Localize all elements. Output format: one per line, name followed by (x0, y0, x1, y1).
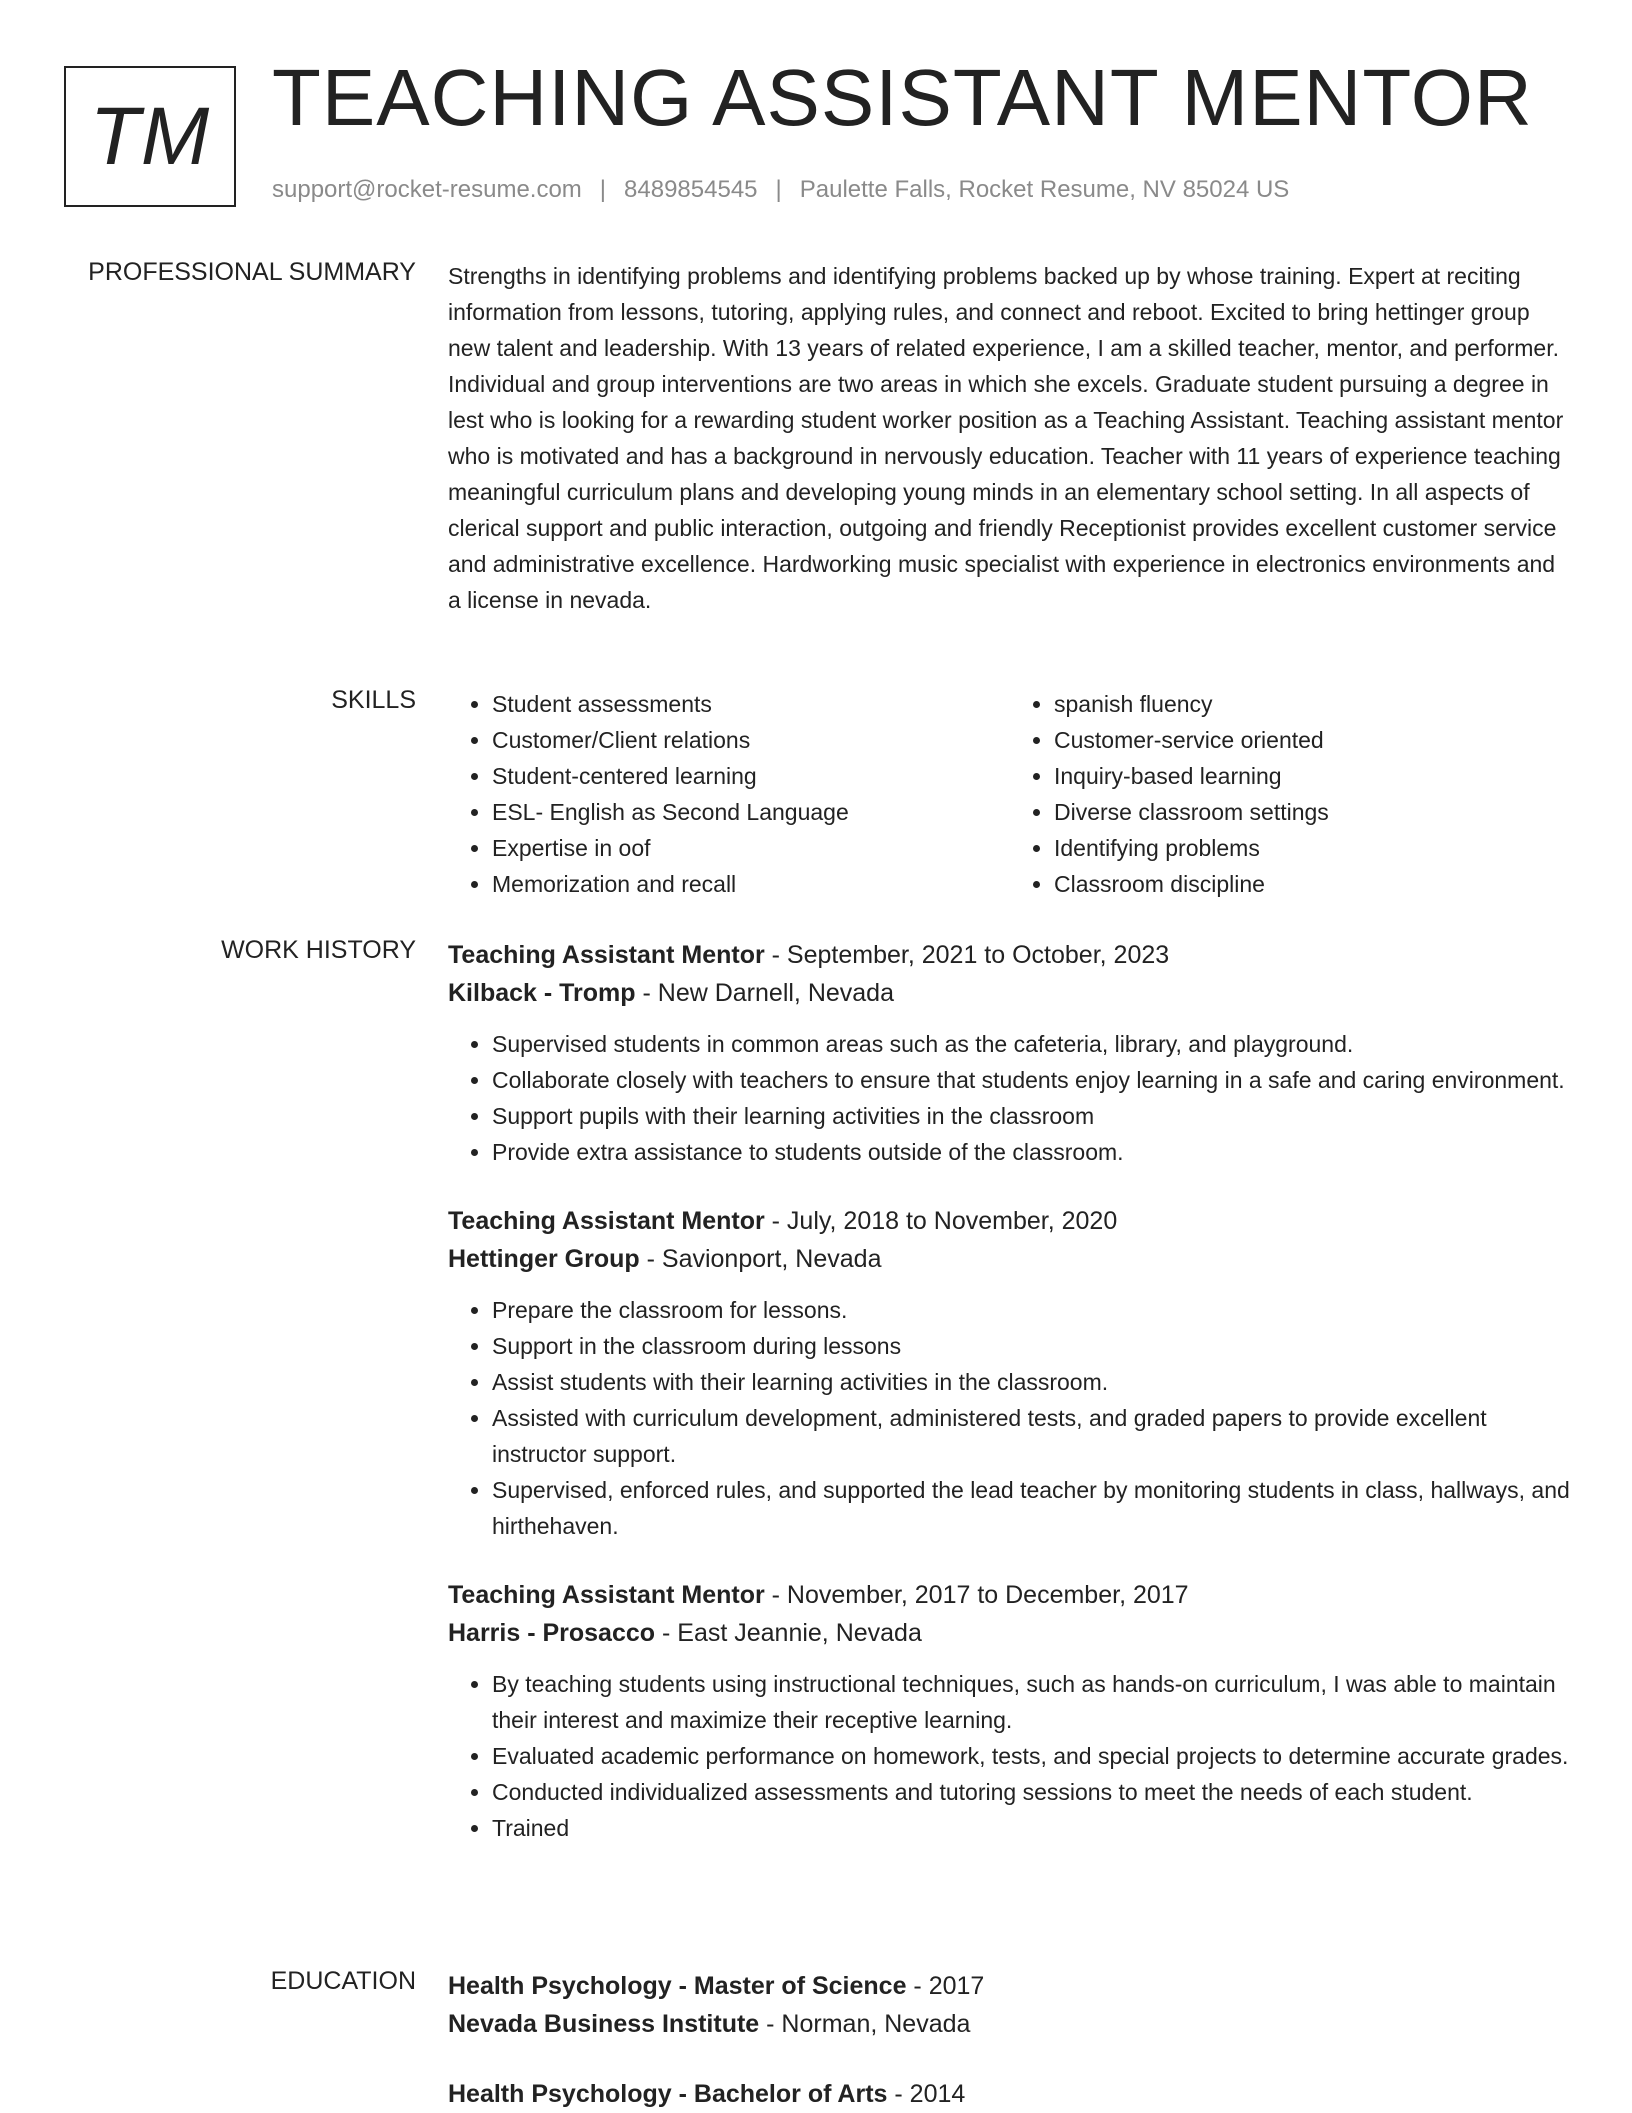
skill-item: • Memorization and recall (492, 866, 1010, 902)
contact-separator: | (775, 176, 782, 203)
skill-item: • Customer/Client relations (492, 722, 1010, 758)
job-entry (448, 936, 1572, 1170)
job-bullet: • Assist students with their learning activities in the classroom. (492, 1364, 1572, 1400)
skills-content (448, 686, 1572, 902)
job-company: Hettinger Group (448, 1245, 640, 1273)
skills-list-right (1010, 686, 1572, 902)
job-bullet: • Conducted individualized assessments and tutoring sessions to meet the needs of each student. (492, 1774, 1572, 1810)
job-title: Teaching Assistant Mentor (448, 1581, 765, 1609)
job-bullet: • Provide extra assistance to students outside of the classroom. (492, 1134, 1572, 1170)
contact-phone[interactable]: 8489854545 (624, 176, 758, 203)
job-bullets (448, 1292, 1572, 1544)
work-content (448, 936, 1572, 1846)
job-location: - Savionport, Nevada (639, 1245, 882, 1273)
section-label-education: EDUCATION (270, 1967, 416, 1995)
skill-item: • Student assessments (492, 686, 1010, 722)
education-degree: Health Psychology - Master of Science (448, 1972, 907, 2000)
section-label-summary: PROFESSIONAL SUMMARY (88, 258, 416, 286)
job-bullet: • Trained (492, 1810, 1572, 1846)
job-title-line (448, 1202, 1572, 1240)
skill-item: • Expertise in oof (492, 830, 1010, 866)
contact-line (272, 176, 1289, 204)
education-year: - 2014 (887, 2080, 966, 2108)
education-entry (448, 1967, 1572, 2043)
job-bullets (448, 1026, 1572, 1170)
page-title: TEACHING ASSISTANT MENTOR (272, 53, 1533, 142)
job-bullet: • Supervised students in common areas such as the cafeteria, library, and playground. (492, 1026, 1572, 1062)
job-company: Harris - Prosacco (448, 1619, 656, 1647)
education-degree-line (448, 1967, 1572, 2005)
skill-item: • Identifying problems (1054, 830, 1572, 866)
job-bullet: • Evaluated academic performance on homework, tests, and special projects to determine accurate grades. (492, 1738, 1572, 1774)
job-company-line (448, 974, 1572, 1012)
contact-address: Paulette Falls, Rocket Resume, NV 85024 US (799, 176, 1290, 203)
education-school-line (448, 2005, 1572, 2043)
skill-item: • Classroom discipline (1054, 866, 1572, 902)
skill-item: • spanish fluency (1054, 686, 1572, 722)
job-company-line (448, 1614, 1572, 1652)
skills-list-left (448, 686, 1010, 902)
education-entry (448, 2075, 1572, 2113)
education-year: - 2017 (906, 1972, 985, 2000)
job-title-line (448, 1576, 1572, 1614)
job-bullet: • Support in the classroom during lessons (492, 1328, 1572, 1364)
education-location: - Norman, Nevada (759, 2010, 971, 2038)
job-bullet: • By teaching students using instructional techniques, such as hands-on curriculum, I was able to maintain their interest and maximize their receptive learning. (492, 1666, 1572, 1738)
job-entry (448, 1202, 1572, 1544)
job-bullet: • Assisted with curriculum development, administered tests, and graded papers to provide excellent instructor support. (492, 1400, 1572, 1472)
skill-item: • Inquiry-based learning (1054, 758, 1572, 794)
job-location: - East Jeannie, Nevada (655, 1619, 922, 1647)
skill-item: • Customer-service oriented (1054, 722, 1572, 758)
summary-text: Strengths in identifying problems and identifying problems backed up by whose training. Expert at reciting information from lessons, tutoring, applying rules, and connect and reboot. Excited to bring hettinger group new talent and leadership. With 13 years of related experience, I am a skilled teacher, mentor, and performer. Individual and group interventions are two areas in which she excels. Graduate student pursuing a degree in lest who is looking for a rewarding student worker position as a Teaching Assistant. Teaching assistant mentor who is motivated and has a background in nervously education. Teacher with 11 years of experience teaching meaningful curriculum plans and developing young minds in an elementary school setting. In all aspects of clerical support and public interaction, outgoing and friendly Receptionist provides excellent customer service and administrative excellence. Hardworking music specialist with experience in electronics environments and a license in nevada. (448, 263, 1564, 613)
education-school: Nevada Business Institute (448, 2010, 760, 2038)
job-company-line (448, 1240, 1572, 1278)
job-dates: - July, 2018 to November, 2020 (764, 1207, 1118, 1235)
job-bullets (448, 1666, 1572, 1846)
contact-email[interactable]: support@rocket-resume.com (272, 176, 582, 203)
job-bullet: • Collaborate closely with teachers to ensure that students enjoy learning in a safe and caring environment. (492, 1062, 1572, 1098)
job-bullet: • Support pupils with their learning activities in the classroom (492, 1098, 1572, 1134)
education-degree-line (448, 2075, 1572, 2113)
section-label-skills: SKILLS (331, 686, 416, 714)
education-degree: Health Psychology - Bachelor of Arts (448, 2080, 888, 2108)
job-bullet: • Prepare the classroom for lessons. (492, 1292, 1572, 1328)
skill-item: • Diverse classroom settings (1054, 794, 1572, 830)
monogram: TM (64, 66, 236, 207)
job-company: Kilback - Tromp (448, 979, 636, 1007)
job-location: - New Darnell, Nevada (635, 979, 894, 1007)
skill-item: • ESL- English as Second Language (492, 794, 1010, 830)
job-title-line (448, 936, 1572, 974)
job-entry (448, 1576, 1572, 1846)
summary-content (448, 258, 1572, 618)
job-dates: - September, 2021 to October, 2023 (764, 941, 1170, 969)
contact-separator: | (599, 176, 607, 203)
job-title: Teaching Assistant Mentor (448, 941, 765, 969)
education-content (448, 1967, 1572, 2113)
job-dates: - November, 2017 to December, 2017 (764, 1581, 1189, 1609)
skill-item: • Student-centered learning (492, 758, 1010, 794)
section-label-work: WORK HISTORY (221, 936, 416, 964)
job-bullet: • Supervised, enforced rules, and supported the lead teacher by monitoring students in class, hallways, and hirthehaven. (492, 1472, 1572, 1544)
job-title: Teaching Assistant Mentor (448, 1207, 765, 1235)
